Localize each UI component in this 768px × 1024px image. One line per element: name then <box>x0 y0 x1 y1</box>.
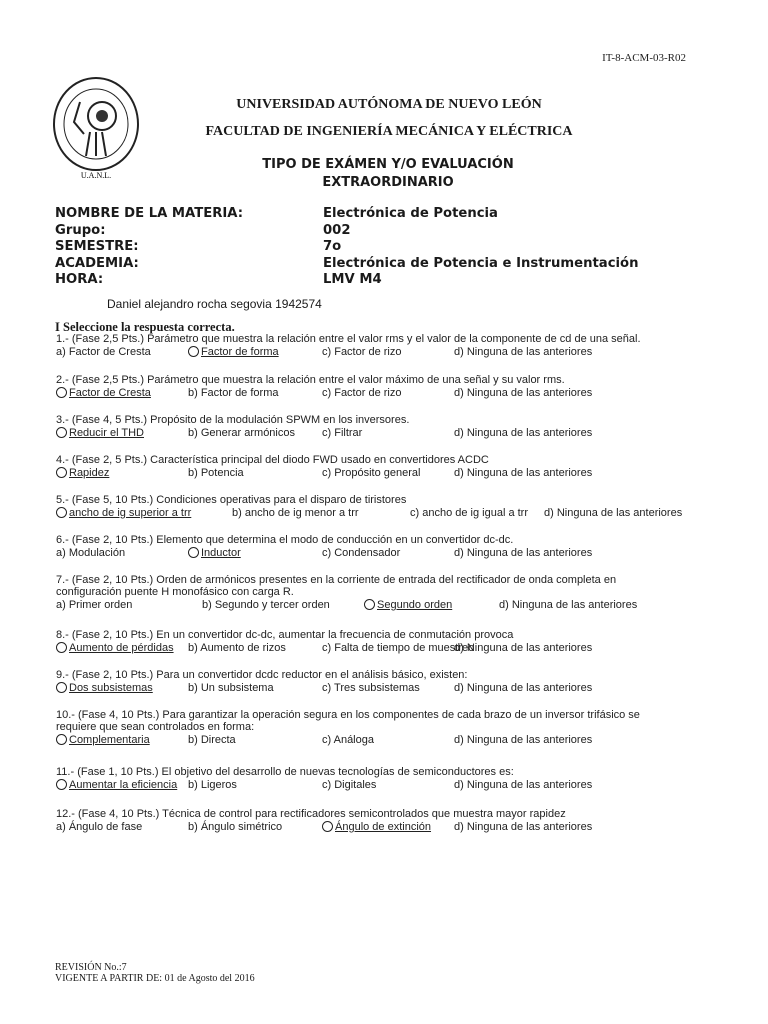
selected-circle-icon <box>56 734 67 745</box>
answer-options <box>56 427 736 442</box>
answer-option[interactable] <box>56 734 150 746</box>
answer-option[interactable] <box>56 427 144 439</box>
answer-options <box>56 387 736 402</box>
option-label: Rapidez <box>69 467 110 479</box>
option-label: b) ancho de ig menor a trr <box>232 507 359 519</box>
answer-option[interactable] <box>322 779 376 791</box>
answer-options <box>56 779 736 794</box>
option-label: d) Ninguna de las anteriores <box>454 734 593 746</box>
exam-kind: EXTRAORDINARIO <box>322 175 454 190</box>
selected-circle-icon <box>322 821 333 832</box>
document-code: IT-8-ACM-03-R02 <box>602 52 686 64</box>
question-5 <box>56 494 736 522</box>
answer-options <box>56 642 736 657</box>
answer-option[interactable] <box>454 427 592 439</box>
question-stem: 4.- (Fase 2, 5 Pts.) Característica principal del diodo FWD usado en convertidores ACDC <box>56 454 489 466</box>
answer-option[interactable] <box>454 779 592 791</box>
question-stem: 5.- (Fase 5, 10 Pts.) Condiciones operativas para el disparo de tiristores <box>56 494 407 506</box>
question-stem: 6.- (Fase 2, 10 Pts.) Elemento que determina el modo de conducción en un convertidor dc-dc. <box>56 534 514 546</box>
selected-circle-icon <box>364 599 375 610</box>
answer-option[interactable] <box>499 599 637 611</box>
question-stem: 3.- (Fase 4, 5 Pts.) Propósito de la modulación SPWM en los inversores. <box>56 414 410 426</box>
question-stem: 1.- (Fase 2,5 Pts.) Parámetro que muestra la relación entre el valor rms y el valor de la componente de cd de una señal. <box>56 333 641 345</box>
option-label: c) Falta de tiempo de muestreo <box>322 642 475 654</box>
answer-option[interactable] <box>364 599 452 611</box>
option-label: c) Factor de rizo <box>322 346 402 358</box>
answer-options <box>56 821 736 836</box>
question-1 <box>56 333 736 361</box>
option-label: c) Tres subsistemas <box>322 682 420 694</box>
answer-option[interactable] <box>188 387 278 399</box>
answer-option[interactable] <box>188 734 236 746</box>
meta-value: Electrónica de Potencia <box>323 206 498 221</box>
answer-option[interactable] <box>454 547 592 559</box>
answer-option[interactable] <box>56 346 151 358</box>
option-label: c) Digitales <box>322 779 377 791</box>
option-label: a) Primer orden <box>56 599 133 611</box>
option-label: b) Aumento de rizos <box>188 642 286 654</box>
option-label: Aumento de pérdidas <box>69 642 174 654</box>
option-label: c) ancho de ig igual a trr <box>410 507 529 519</box>
exam-type: TIPO DE EXÁMEN Y/O EVALUACIÓN <box>262 157 514 172</box>
option-label: a) Ángulo de fase <box>56 821 143 833</box>
question-stem: 2.- (Fase 2,5 Pts.) Parámetro que muestra la relación entre el valor máximo de una señal y su valor rms. <box>56 374 565 386</box>
valid-from: VIGENTE A PARTIR DE: 01 de Agosto del 2016 <box>55 973 255 984</box>
university-name: UNIVERSIDAD AUTÓNOMA DE NUEVO LEÓN <box>236 97 542 112</box>
selected-circle-icon <box>56 467 67 478</box>
question-9 <box>56 669 736 697</box>
option-label: a) Factor de Cresta <box>56 346 151 358</box>
question-3 <box>56 414 736 442</box>
answer-option[interactable] <box>454 682 592 694</box>
selected-circle-icon <box>56 642 67 653</box>
option-label: Reducir el THD <box>69 427 144 439</box>
answer-option[interactable] <box>544 507 682 519</box>
answer-options <box>56 507 736 522</box>
faculty-name: FACULTAD DE INGENIERÍA MECÁNICA Y ELÉCTRICA <box>205 124 573 139</box>
meta-key: ACADEMIA: <box>55 255 139 271</box>
answer-option[interactable] <box>56 467 109 479</box>
answer-option[interactable] <box>188 427 295 439</box>
answer-option[interactable] <box>56 387 151 399</box>
option-label: d) Ninguna de las anteriores <box>454 427 593 439</box>
instructions: I Seleccione la respuesta correcta. <box>55 320 235 334</box>
option-label: b) Ligeros <box>188 779 237 791</box>
meta-key: HORA: <box>55 272 104 288</box>
option-label: Factor de forma <box>201 346 279 358</box>
question-6 <box>56 534 736 562</box>
answer-option[interactable] <box>56 507 191 519</box>
option-label: b) Un subsistema <box>188 682 274 694</box>
question-12 <box>56 808 736 836</box>
question-11 <box>56 766 736 794</box>
question-stem-cont: requiere que sean controlados en forma: <box>56 721 255 733</box>
answer-option[interactable] <box>454 346 592 358</box>
answer-options <box>56 682 736 697</box>
option-label: b) Ángulo simétrico <box>188 821 283 833</box>
meta-value: Electrónica de Potencia e Instrumentación <box>323 255 639 271</box>
selected-circle-icon <box>56 427 67 438</box>
answer-option[interactable] <box>56 779 177 791</box>
question-stem: 7.- (Fase 2, 10 Pts.) Orden de armónicos presentes en la corriente de entrada del rectificador de onda completa en <box>56 574 617 586</box>
answer-option[interactable] <box>56 599 132 611</box>
question-7 <box>56 574 736 614</box>
option-label: c) Filtrar <box>322 427 363 439</box>
option-label: d) Ninguna de las anteriores <box>454 779 593 791</box>
meta-value: 002 <box>323 222 351 238</box>
option-label: d) Ninguna de las anteriores <box>544 507 683 519</box>
answer-option[interactable] <box>454 821 592 833</box>
student-name: Daniel alejandro rocha segovia 1942574 <box>107 297 322 311</box>
answer-option[interactable] <box>56 642 174 654</box>
option-label: d) Ninguna de las anteriores <box>454 682 593 694</box>
option-label: c) Propósito general <box>322 467 421 479</box>
option-label: d) Ninguna de las anteriores <box>454 467 593 479</box>
option-label: b) Generar armónicos <box>188 427 295 439</box>
course-info <box>55 206 715 289</box>
answer-option[interactable] <box>188 547 241 559</box>
question-stem: 11.- (Fase 1, 10 Pts.) El objetivo del desarrollo de nuevas tecnologías de semiconductores es: <box>56 766 514 778</box>
option-label: Aumentar la eficiencia <box>69 779 178 791</box>
answer-option[interactable] <box>56 821 142 833</box>
seal-label: U.A.N.L. <box>80 171 112 180</box>
answer-options <box>56 734 736 749</box>
answer-option[interactable] <box>454 734 592 746</box>
selected-circle-icon <box>188 547 199 558</box>
answer-option[interactable] <box>56 547 125 559</box>
option-label: ancho de ig superior a trr <box>69 507 192 519</box>
option-label: d) Ninguna de las anteriores <box>454 821 593 833</box>
answer-option[interactable] <box>322 427 362 439</box>
option-label: Inductor <box>201 547 241 559</box>
answer-option[interactable] <box>202 599 330 611</box>
option-label: d) Ninguna de las anteriores <box>454 387 593 399</box>
question-2 <box>56 374 736 402</box>
answer-option[interactable] <box>188 682 274 694</box>
answer-option[interactable] <box>410 507 528 519</box>
option-label: d) Ninguna de las anteriores <box>454 547 593 559</box>
selected-circle-icon <box>188 346 199 357</box>
option-label: Factor de Cresta <box>69 387 151 399</box>
meta-key: NOMBRE DE LA MATERIA: <box>55 206 244 221</box>
answer-option[interactable] <box>56 682 153 694</box>
answer-option[interactable] <box>322 821 431 833</box>
option-label: b) Factor de forma <box>188 387 279 399</box>
answer-option[interactable] <box>322 642 474 654</box>
meta-value: 7o <box>323 239 342 255</box>
option-label: d) Ninguna de las anteriores <box>454 346 593 358</box>
answer-option[interactable] <box>322 346 401 358</box>
option-label: b) Directa <box>188 734 236 746</box>
answer-option[interactable] <box>322 547 400 559</box>
answer-option[interactable] <box>188 821 282 833</box>
selected-circle-icon <box>56 779 67 790</box>
answer-option[interactable] <box>322 387 401 399</box>
answer-option[interactable] <box>232 507 359 519</box>
option-label: c) Análoga <box>322 734 374 746</box>
meta-key: Grupo: <box>55 222 106 238</box>
option-label: Ángulo de extinción <box>335 821 432 833</box>
option-label: a) Modulación <box>56 547 126 559</box>
option-label: d) Ninguna de las anteriores <box>454 642 593 654</box>
answer-options <box>56 467 736 482</box>
question-stem: 12.- (Fase 4, 10 Pts.) Técnica de control para rectificadores semicontrolados que muestra mayor rapidez <box>56 808 566 820</box>
selected-circle-icon <box>56 387 67 398</box>
question-10 <box>56 709 736 749</box>
option-label: c) Factor de rizo <box>322 387 402 399</box>
answer-options <box>56 346 736 361</box>
option-label: Segundo orden <box>377 599 453 611</box>
meta-key: SEMESTRE: <box>55 239 139 255</box>
option-label: b) Potencia <box>188 467 244 479</box>
selected-circle-icon <box>56 682 67 693</box>
question-4 <box>56 454 736 482</box>
question-stem: 9.- (Fase 2, 10 Pts.) Para un convertidor dcdc reductor en el análisis básico, existen: <box>56 669 468 681</box>
answer-option[interactable] <box>188 467 244 479</box>
question-stem-cont: configuración puente H monofásico con carga R. <box>56 586 294 598</box>
answer-options <box>56 547 736 562</box>
selected-circle-icon <box>56 507 67 518</box>
answer-option[interactable] <box>322 682 420 694</box>
meta-value: LMV M4 <box>323 272 382 288</box>
answer-option[interactable] <box>454 467 592 479</box>
answer-option[interactable] <box>454 642 592 654</box>
answer-option[interactable] <box>322 467 420 479</box>
option-label: Dos subsistemas <box>69 682 153 694</box>
answer-option[interactable] <box>454 387 592 399</box>
option-label: c) Condensador <box>322 547 401 559</box>
option-label: Complementaria <box>69 734 150 746</box>
revision-footer <box>55 962 255 984</box>
answer-option[interactable] <box>322 734 374 746</box>
answer-option[interactable] <box>188 642 286 654</box>
question-stem: 10.- (Fase 4, 10 Pts.) Para garantizar la operación segura en los componentes de cada brazo de un inversor trifásico se <box>56 709 640 721</box>
option-label: b) Segundo y tercer orden <box>202 599 330 611</box>
revision-number: REVISIÓN No.:7 <box>55 962 127 973</box>
answer-options <box>56 599 736 614</box>
question-8 <box>56 629 736 657</box>
question-stem: 8.- (Fase 2, 10 Pts.) En un convertidor dc-dc, aumentar la frecuencia de conmutación provoca <box>56 629 514 641</box>
option-label: d) Ninguna de las anteriores <box>499 599 638 611</box>
answer-option[interactable] <box>188 779 237 791</box>
answer-option[interactable] <box>188 346 279 358</box>
